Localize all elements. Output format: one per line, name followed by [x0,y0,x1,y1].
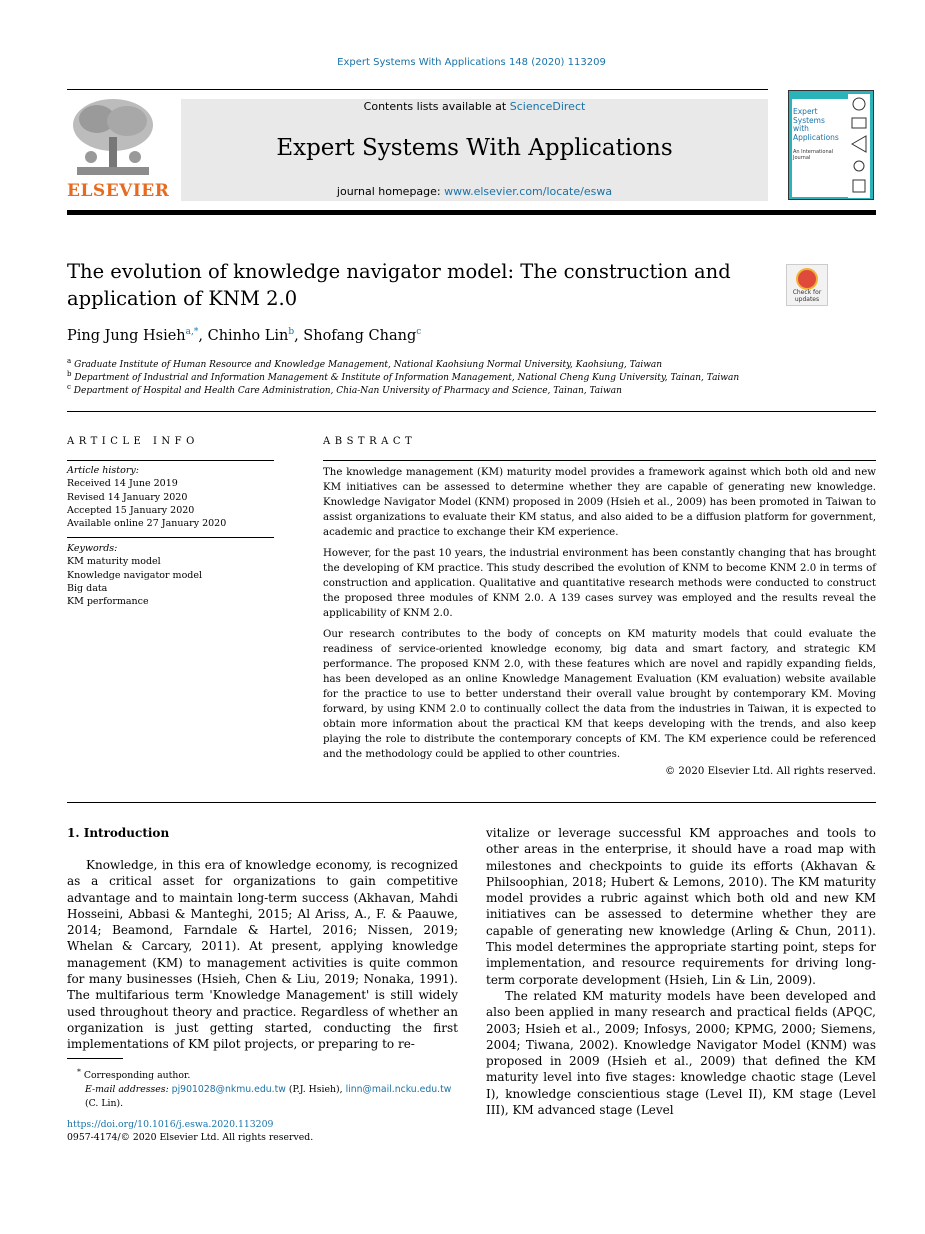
divider [67,411,876,412]
doi-link[interactable]: https://doi.org/10.1016/j.eswa.2020.113209 [67,1119,274,1130]
divider [67,802,876,803]
abstract-body [323,465,876,768]
copyright: © 2020 Elsevier Ltd. All rights reserved. [664,766,876,777]
cover-icons [848,94,870,198]
abstract-paragraph: However, for the past 10 years, the industrial environment has been constantly changing that has brought the developing of KM practice. This study described the evolution of KNM to become KNM 2.0 in terms of construction and application. Qualitative and quantitative research methods were conducted to construct the proposed three modules of KNM 2.0. A 139 cases survey was employed and the results reveal the applicability of KNM 2.0. [323,548,876,619]
cover-title: Expert Systems with Applications [793,107,839,142]
keyword: Knowledge navigator model [67,569,203,581]
issn-line: 0957-4174/© 2020 Elsevier Ltd. All rights reserved. [67,1132,314,1143]
article-history [67,464,274,530]
intro-left-column [67,857,458,1053]
history-label: Article history: [67,465,139,476]
keyword: Big data [67,582,108,594]
contents-prefix: Contents lists available at [363,100,510,113]
divider [67,460,274,461]
affiliation: $^c$ Department of Hospital and Health Care Administration, Chia-Nan University of Pharmacy and Science, Tainan, Taiwan [67,383,622,396]
affiliation: $^b$ Department of Industrial and Information Management & Institute of Information Management, National Cheng Kung University, Tainan, Taiwan [67,370,740,383]
article-title: The evolution of knowledge navigator model: The construction and application of KNM 2.0 [67,260,731,310]
intro-right-column [486,825,876,1118]
email-link[interactable]: pj901028@nkmu.edu.tw [171,1084,286,1096]
check-for-updates-badge[interactable] [786,264,828,306]
intro-heading: 1. Introduction [67,826,170,840]
keywords [67,542,274,608]
footnote: * Corresponding author. E-mail addresses: pj901028@nkmu.edu.tw (P.J. Hsieh), linn@mail.ncku.edu.tw (C. Lin). [77,1067,452,1110]
history-item: Received 14 June 2019 [67,478,178,490]
author-name[interactable]: Chinho Lin [207,327,289,344]
affiliation: $^a$ Graduate Institute of Human Resource and Knowledge Management, National Kaohsiung Normal University, Kaohsiung, Taiwan [67,357,663,370]
email-label: E-mail addresses: [85,1084,169,1096]
sciencedirect-link[interactable]: ScienceDirect [509,100,586,113]
top-rule [67,89,768,90]
footnote-rule [67,1058,123,1059]
author-sup[interactable]: c [416,327,422,337]
corresponding-label: Corresponding author. [83,1070,191,1082]
journal-reference[interactable]: Expert Systems With Applications 148 (2020) 113209 [337,57,606,68]
publisher-name: ELSEVIER [67,181,170,201]
history-item: Revised 14 January 2020 [67,491,188,503]
contents-line [181,100,768,113]
homepage-line [181,185,768,198]
divider [67,537,274,538]
history-item: Accepted 15 January 2020 [67,504,195,516]
cover-subtitle: An International Journal [793,149,834,161]
homepage-link[interactable]: www.elsevier.com/locate/eswa [444,185,613,198]
intro-paragraph: vitalize or leverage successful KM approaches and tools to other areas in the enterprise, it should have a road map with milestones and checkpoints to guide its efforts (Akhavan & Philsoophian, 2018; Hubert & Lemons, 2010). The KM maturity model provides a rubric against which both old and new KM initiatives can be assessed to determine whether they are capable of generating new knowledge (Arling & Chun, 2011). This model determines the appropriate starting point, steps for implementation, and resource requirements for driving long-term corporate development (Hsieh, Lin & Lin, 2009). [486,826,876,987]
abstract-paragraph: The knowledge management (KM) maturity model provides a framework against which both old and new KM initiatives can be assessed to determine whether they are capable of generating new knowledge. Knowledge Navigator Model (KNM) proposed in 2009 (Hsieh et al., 2009) has been promoted in Taiwan to assist organizations to evaluate their KM status, and also aided to be a diffusion platform for government, academic and practice to exchange their KM experience. [323,467,876,538]
homepage-prefix: journal homepage: [336,185,445,198]
check-updates-icon [796,268,818,290]
cover-pattern-icon [848,94,870,198]
header-bar [67,210,876,215]
author-sup[interactable]: a,* [185,327,199,337]
keyword: KM maturity model [67,556,161,568]
abstract-heading: ABSTRACT [323,436,417,447]
journal-cover[interactable] [788,90,874,200]
keywords-label: Keywords: [67,543,118,554]
author-list: Ping Jung Hsieh$^{a,*}$, Chinho Lin$^b$, Shofang Chang$^c$ [67,327,422,344]
divider [323,460,876,461]
email-link[interactable]: linn@mail.ncku.edu.tw [345,1084,452,1096]
journal-title: Expert Systems With Applications [276,135,673,161]
intro-paragraph: Knowledge, in this era of knowledge economy, is recognized as a critical asset for organizations to gain competitive advantage and to maintain long-term success (Akhavan, Mahdi Hosseini, Abbasi & Manteghi, 2015; Al Ariss, A., F. & Paauwe, 2014; Beamond, Farndale & Hartel, 2016; Nissen, 2019; Whelan & Carcary, 2011). At present, applying knowledge management (KM) to management activities is quite common for many businesses (Hsieh, Chen & Liu, 2019; Nonaka, 1991). The multifarious term 'Knowledge Management' is still widely used throughout theory and practice. Regardless of whether an organization is just getting started, conducting the first implementations of KM pilot projects, or preparing to re- [67,858,458,1052]
intro-paragraph: The related KM maturity models have been developed and also been applied in many research and practical fields (APQC, 2003; Hsieh et al., 2009; Infosys, 2000; KPMG, 2000; Siemens, 2004; Tiwana, 2002). Knowledge Navigator Model (KNM) was proposed in 2009 (Hsieh et al., 2009) that defined the KM maturity level into five stages: knowledge chaotic stage (Level I), knowledge conscientious stage (Level II), KM stage (Level III), KM advanced stage (Level [486,988,876,1118]
article-info-heading: ARTICLE INFO [67,436,199,447]
author-name[interactable]: Ping Jung Hsieh [67,327,186,344]
author-sup[interactable]: b [288,327,295,337]
author-name[interactable]: Shofang Chang [303,327,417,344]
history-item: Available online 27 January 2020 [67,518,227,530]
keyword: KM performance [67,596,149,608]
check-updates-label: Check for updates [792,289,822,303]
abstract-paragraph: Our research contributes to the body of concepts on KM maturity models that could evaluate the readiness of service-oriented knowledge economy, big data and smart factory, and strategic KM performance. The proposed KNM 2.0, with these features which are novel and rapidly expanding fields, has been developed as an online Knowledge Management Evaluation (KM evaluation) website available for the practice to use to better understand their overall value brought by contemporary KM. Moving forward, by using KNM 2.0 to continually collect the data from the industries in Taiwan, it is expected to obtain more information about the practical KM that keeps developing with the trends, and also keep playing the role to distribute the contemporary concepts of KM. The KM experience could be referenced and the methodology could be applied to other countries. [323,629,876,760]
